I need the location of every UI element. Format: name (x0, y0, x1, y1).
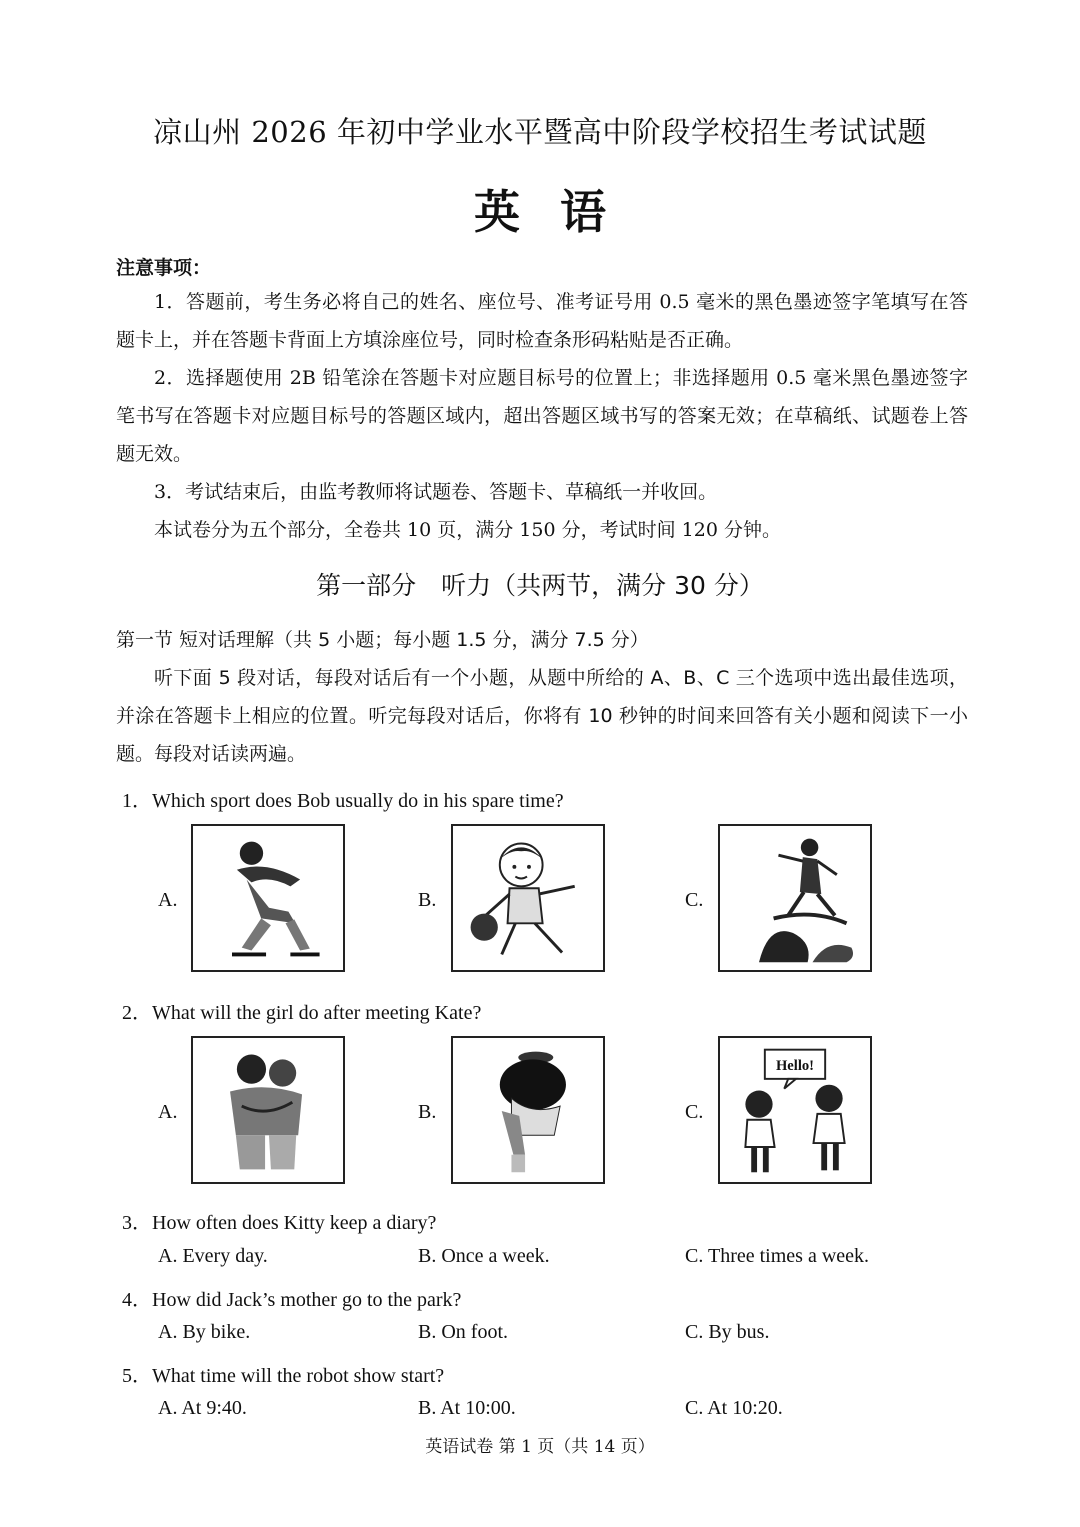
notice-heading: 注意事项： (116, 257, 212, 279)
q4-option-c: C. By bus. (685, 1321, 770, 1343)
notice-item-2: 2．选择题使用 2B 铅笔涂在答题卡对应题目标号的位置上；非选择题用 0.5 毫米黑色墨迹签字笔书写在答题卡对应题目标号的答题区域内，超出答题区域书写的答案无效；在草稿纸、试题卷上答题无效。 (116, 367, 968, 465)
question-2-stem: 2．What will the girl do after meeting Kate? (122, 1002, 482, 1024)
question-5-stem: 5．What time will the robot show start? (122, 1365, 445, 1387)
q5-option-c: C. At 10:20. (685, 1397, 783, 1419)
exam-title: 凉山州 2026 年初中学业水平暨高中阶段学校招生考试试题 (153, 115, 927, 149)
q1-option-a-label: A. (158, 889, 178, 911)
question-3-stem: 3．How often does Kitty keep a diary? (122, 1212, 437, 1234)
q2-option-b-label: B. (418, 1101, 437, 1123)
question-1-stem: 1．Which sport does Bob usually do in his spare time? (122, 790, 564, 812)
q3-option-a: A. Every day. (158, 1245, 268, 1267)
q1-option-c-label: C. (685, 889, 704, 911)
bowing-girl-picture (451, 1036, 605, 1184)
q3-option-b: B. Once a week. (418, 1245, 550, 1267)
q5-option-b: B. At 10:00. (418, 1397, 516, 1419)
q4-option-a: A. By bike. (158, 1321, 251, 1343)
page-footer: 英语试卷 第 1 页（共 14 页） (425, 1437, 655, 1457)
q3-option-c: C. Three times a week. (685, 1245, 870, 1267)
subject-title: 英语 (474, 185, 646, 239)
part1-heading: 第一部分 听力（共两节，满分 30 分） (316, 571, 764, 600)
listening-instructions: 听下面 5 段对话，每段对话后有一个小题，从题中所给的 A、B、C 三个选项中选出最佳选项，并涂在答题卡上相应的位置。听完每段对话后，你将有 10 秒钟的时间来回答有关小题和阅读下一小题。每段对话读两遍。 (116, 667, 968, 765)
section1-heading: 第一节 短对话理解（共 5 小题；每小题 1.5 分，满分 7.5 分） (116, 629, 649, 651)
ice-skater-picture (191, 824, 345, 972)
notice-item-1: 1．答题前，考生务必将自己的姓名、座位号、准考证号用 0.5 毫米的黑色墨迹签字笔填写在答题卡上，并在答题卡背面上方填涂座位号，同时检查条形码粘贴是否正确。 (116, 291, 968, 351)
basketball-boy-picture (451, 824, 605, 972)
notice-item-3: 3．考试结束后，由监考教师将试题卷、答题卡、草稿纸一并收回。 (154, 481, 718, 503)
q1-option-b-label: B. (418, 889, 437, 911)
hugging-girls-picture (191, 1036, 345, 1184)
notice-summary: 本试卷分为五个部分，全卷共 10 页，满分 150 分，考试时间 120 分钟。 (154, 519, 781, 541)
q4-option-b: B. On foot. (418, 1321, 508, 1343)
surfer-picture (718, 824, 872, 972)
greeting-girls-picture (718, 1036, 872, 1184)
hello-bubble-text: Hello! (775, 1058, 815, 1075)
q5-option-a: A. At 9:40. (158, 1397, 247, 1419)
q2-option-a-label: A. (158, 1101, 178, 1123)
q2-option-c-label: C. (685, 1101, 704, 1123)
question-4-stem: 4．How did Jack’s mother go to the park? (122, 1289, 462, 1311)
